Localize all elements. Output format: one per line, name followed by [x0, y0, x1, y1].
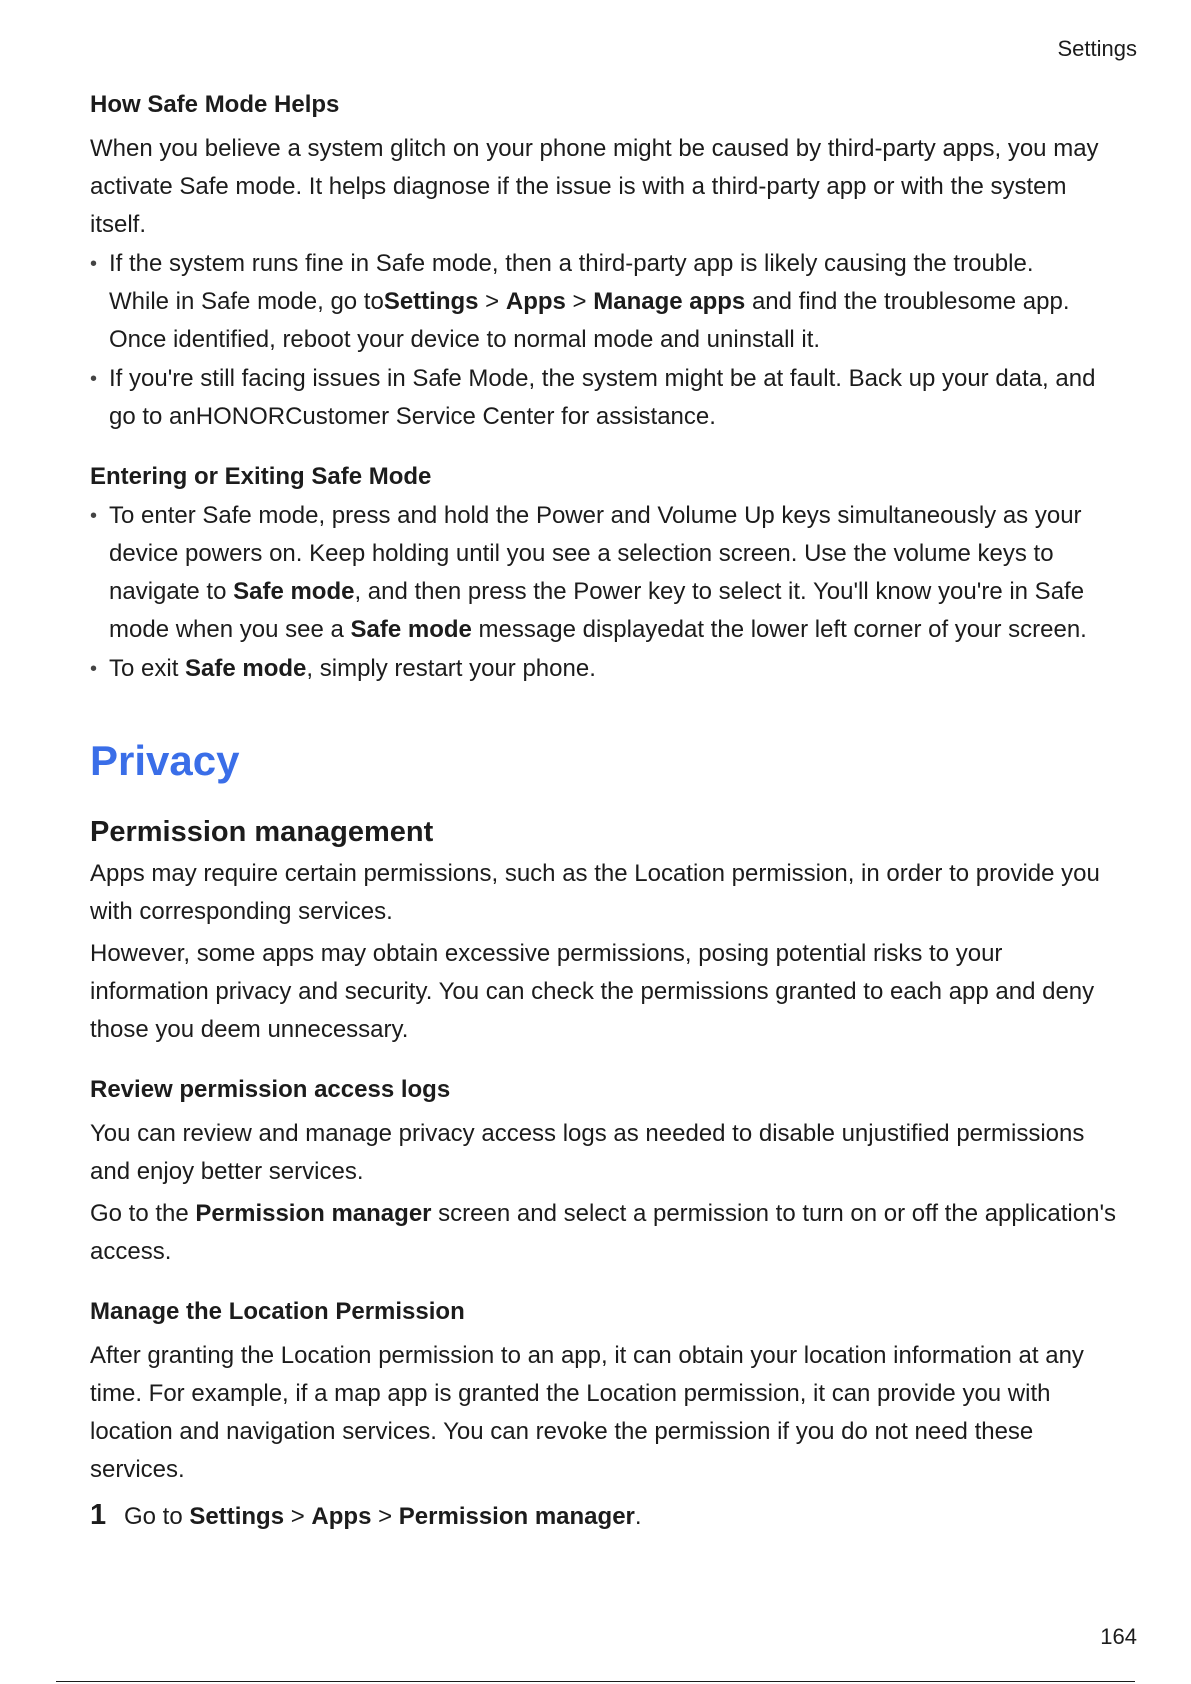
bullet-dot: •: [90, 253, 98, 275]
bullet-text: To exit: [109, 655, 186, 682]
bullet-text: Once identified, reboot your device to normal mode and uninstall it.: [109, 326, 821, 353]
bullet-enter-safe-mode: [90, 497, 1126, 649]
menu-path-apps: Apps: [505, 288, 566, 315]
keyword-safe-mode: Safe mode: [233, 578, 355, 605]
bullet-dot: •: [90, 505, 98, 527]
menu-path-apps: Apps: [311, 1503, 372, 1530]
heading-how-safe-mode-helps: How Safe Mode Helps: [90, 91, 340, 118]
bullet-text: message displayedat the lower left corner of your screen.: [471, 616, 1087, 643]
bullet-text: , and then press the Power key to select it. You'll know you're in Safe mode when you see a: [109, 578, 1085, 643]
bullet-text: and find the troublesome app.: [745, 288, 1070, 315]
menu-path-settings: Settings: [189, 1503, 285, 1530]
step-number: 1: [90, 1499, 107, 1531]
path-separator: >: [371, 1503, 399, 1530]
keyword-safe-mode: Safe mode: [350, 616, 472, 643]
path-separator: >: [565, 288, 594, 315]
menu-path-settings: Settings: [383, 288, 479, 315]
bullet-runs-fine: [90, 245, 1126, 359]
bullet-text: While in Safe mode, go to: [109, 288, 384, 315]
location-paragraph: After granting the Location permission to an app, it can obtain your location information at any time. For example, if a map app is granted the Location permission, it can provide you with location and navigation services. You can revoke the permission if you do not need these services.: [90, 1342, 1084, 1483]
page-number: 164: [1100, 1624, 1137, 1649]
safe-mode-intro: When you believe a system glitch on your phone might be caused by third-party apps, you may activate Safe mode. It helps diagnose if the issue is with a third-party app or with the system itself.: [90, 135, 1099, 238]
bullet-text: If the system runs fine in Safe mode, then a third-party app is likely causing the trouble.: [109, 250, 1034, 277]
keyword-safe-mode: Safe mode: [185, 655, 307, 682]
page-content: [90, 90, 1126, 1536]
menu-path-permission-manager: Permission manager: [398, 1503, 635, 1530]
section-title-privacy: Privacy: [90, 737, 240, 784]
permission-paragraph-1: Apps may require certain permissions, such as the Location permission, in order to provide you with corresponding services.: [90, 860, 1100, 925]
bullet-text: , simply restart your phone.: [306, 655, 596, 682]
heading-entering-exiting-safe-mode: Entering or Exiting Safe Mode: [90, 463, 432, 490]
bullet-text: If you're still facing issues in Safe Mode, the system might be at fault. Back up your data, and go to anHONORCustomer Service Center for assistance.: [109, 365, 1096, 430]
menu-path-manage-apps: Manage apps: [593, 288, 746, 315]
path-separator: >: [478, 288, 506, 315]
review-paragraph-1: You can review and manage privacy access logs as needed to disable unjustified permissions and enjoy better services.: [90, 1120, 1085, 1185]
step-text: .: [634, 1503, 642, 1530]
paragraph-text: screen and select a permission to turn on or off the application's access.: [90, 1200, 1117, 1265]
review-paragraph-2: [90, 1195, 1126, 1271]
heading-review-permission-logs: Review permission access logs: [90, 1076, 451, 1103]
bullet-exit-safe-mode: [90, 650, 1126, 688]
keyword-permission-manager: Permission manager: [195, 1200, 432, 1227]
bullet-dot: •: [90, 368, 98, 390]
footer-divider: [56, 1681, 1135, 1682]
bullet-text: To enter Safe mode, press and hold the Power and Volume Up keys simultaneously as your device powers on. Keep holding until you see a selection screen. Use the volume keys to navigate to: [109, 502, 1082, 605]
step-text: Go to: [124, 1503, 190, 1530]
bullet-still-facing-issues: [90, 360, 1126, 436]
heading-permission-management: Permission management: [90, 816, 434, 848]
path-separator: >: [284, 1503, 312, 1530]
permission-paragraph-2: However, some apps may obtain excessive permissions, posing potential risks to your information privacy and security. You can check the permissions granted to each app and deny those you deem unnecessary.: [90, 940, 1095, 1043]
paragraph-text: Go to the: [90, 1200, 196, 1227]
running-header: Settings: [1057, 36, 1137, 61]
step-1: [90, 1498, 1126, 1536]
heading-manage-location-permission: Manage the Location Permission: [90, 1298, 465, 1325]
bullet-dot: •: [90, 658, 98, 680]
